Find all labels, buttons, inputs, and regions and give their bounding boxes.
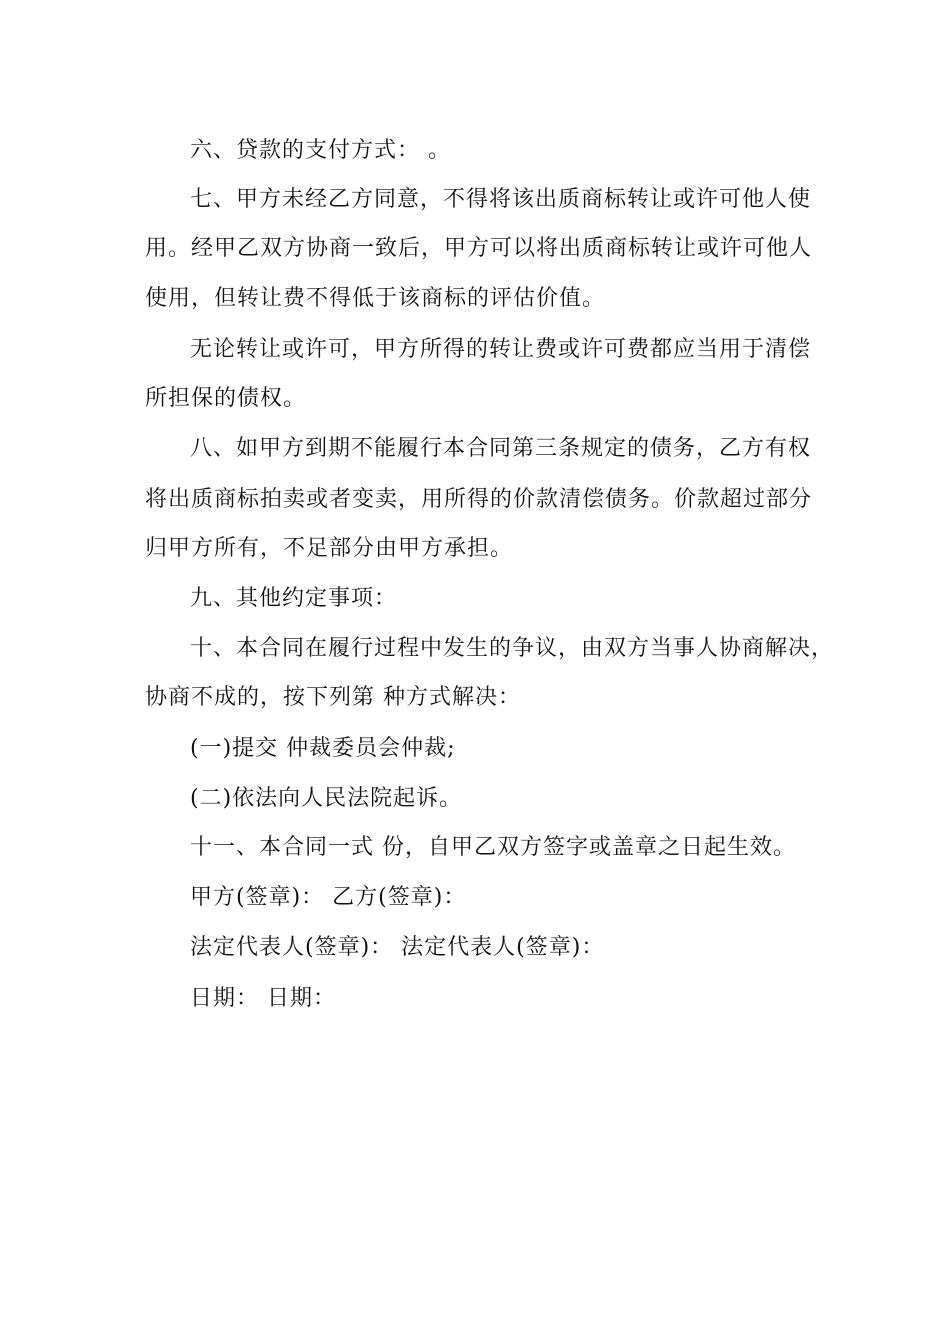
clause-10-line-2: 协商不成的，按下列第 种方式解决： xyxy=(145,685,521,710)
clause-9-other-matters: 九、其他约定事项： xyxy=(190,586,398,611)
clause-10-line-1: 十、本合同在履行过程中发生的争议，由双方当事人协商解决， xyxy=(190,636,835,661)
clause-8-line-2: 将出质商标拍卖或者变卖，用所得的价款清偿债务。价款超过部分 xyxy=(145,487,813,512)
dispute-option-arbitration: (一)提交 仲裁委员会仲裁; xyxy=(190,736,456,761)
clause-7-line-2: 用。经甲乙双方协商一致后，甲方可以将出质商标转让或许可他人 xyxy=(145,236,813,261)
dispute-option-litigation: (二)依法向人民法院起诉。 xyxy=(190,786,463,811)
clause-7-paragraph-2-line-2: 所担保的债权。 xyxy=(145,386,307,411)
legal-representative-signature-line: 法定代表人(签章)： 法定代表人(签章)： xyxy=(190,935,605,960)
clause-11-effectiveness: 十一、本合同一式 份，自甲乙双方签字或盖章之日起生效。 xyxy=(190,835,796,860)
clause-6-payment-method: 六、贷款的支付方式： 。 xyxy=(190,138,451,163)
party-signature-line: 甲方(签章)： 乙方(签章)： xyxy=(190,885,467,910)
clause-7-paragraph-2-line-1: 无论转让或许可，甲方所得的转让费或许可费都应当用于清偿 xyxy=(190,337,812,362)
clause-7-line-1: 七、甲方未经乙方同意，不得将该出质商标转让或许可他人使 xyxy=(190,187,812,212)
date-line: 日期： 日期： xyxy=(190,986,336,1011)
clause-7-line-3: 使用，但转让费不得低于该商标的评估价值。 xyxy=(145,286,606,311)
clause-8-line-1: 八、如甲方到期不能履行本合同第三条规定的债务，乙方有权 xyxy=(190,436,812,461)
clause-8-line-3: 归甲方所有，不足部分由甲方承担。 xyxy=(145,536,514,561)
